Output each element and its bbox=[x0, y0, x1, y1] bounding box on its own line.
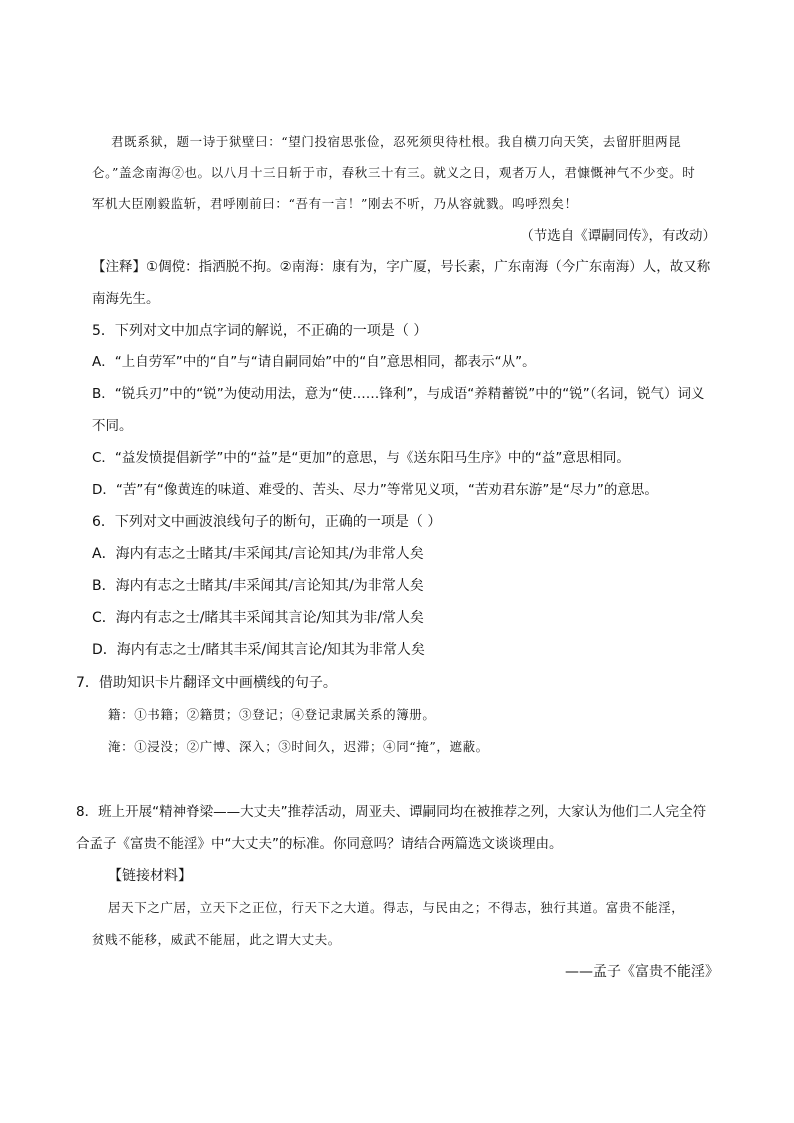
q7-card-ji: 籍：①书籍；②籍贯；③登记；④登记隶属关系的簿册。 bbox=[108, 707, 436, 722]
q6-stem: 6．下列对文中画波浪线句子的断句，正确的一项是（ ） bbox=[92, 514, 442, 530]
q8-stem-line-2: 合孟子《富贵不能淫》中“大丈夫”的标准。你同意吗？请结合两篇选文谈谈理由。 bbox=[76, 836, 563, 852]
passage-line-2: 仑。”盖念南海②也。以八月十三日斩于市，春秋三十有三。就义之日，观者万人，君慷慨神气不少变。时 bbox=[92, 165, 696, 180]
q6-option-a: A．海内有志之士睹其/丰采闻其/言论知其/为非常人矣 bbox=[92, 546, 424, 562]
q5-option-b-line-2: 不同。 bbox=[92, 418, 133, 434]
q6-option-b: B．海内有志之士睹其/丰采闻其/言论知其/为非常人矣 bbox=[92, 578, 424, 594]
passage-line-3: 军机大臣刚毅监斩，君呼刚前曰：“吾有一言！”刚去不听，乃从容就戮。呜呼烈矣！ bbox=[92, 196, 578, 211]
notes-line-1: 【注释】①倜傥：指洒脱不拘。②南海：康有为，字广厦，号长素，广东南海（今广东南海）人，故又称 bbox=[92, 259, 711, 275]
q6-option-c: C．海内有志之士/睹其丰采闻其言论/知其为非/常人矣 bbox=[92, 610, 424, 626]
q8-material-line-1: 居天下之广居，立天下之正位，行天下之大道。得志，与民由之；不得志，独行其道。富贵不能淫， bbox=[108, 900, 685, 915]
q5-option-d: D．“苦”有“像黄连的味道、难受的、苦头、尽力”等常见义项，“苦劝君东游”是“尽力”的意思。 bbox=[92, 482, 658, 498]
passage-source: （节选自《谭嗣同传》，有改动） bbox=[520, 228, 716, 244]
q7-stem: 7．借助知识卡片翻译文中画横线的句子。 bbox=[76, 675, 337, 691]
passage-line-1: 君既系狱，题一诗于狱壁曰：“望门投宿思张俭，忍死须臾待杜根。我自横刀向天笑，去留肝胆两昆 bbox=[111, 134, 682, 149]
q5-option-c: C．“益发愤提倡新学”中的“益”是“更加”的意思，与《送东阳马生序》中的“益”意思相同。 bbox=[92, 450, 630, 466]
q5-option-b-line-1: B．“锐兵刃”中的“锐”为使动用法，意为“使……锋利”，与成语“养精蓄锐”中的“锐”（名词，锐气）词义 bbox=[92, 386, 705, 402]
q5-option-a: A．“上自劳军”中的“自”与“请自嗣同始”中的“自”意思相同，都表示“从”。 bbox=[92, 354, 536, 370]
q7-card-yan: 淹：①浸没；②广博、深入；③时间久，迟滞；④同“掩”，遮蔽。 bbox=[108, 739, 489, 754]
notes-line-2: 南海先生。 bbox=[92, 291, 160, 307]
q8-attribution: ——孟子《富贵不能淫》 bbox=[565, 964, 719, 980]
q8-material-line-2: 贫贱不能移，威武不能屈，此之谓大丈夫。 bbox=[92, 932, 341, 947]
q6-option-d: D．海内有志之士/睹其丰采/闻其言论/知其为非常人矣 bbox=[92, 642, 425, 658]
q8-stem-line-1: 8．班上开展“精神脊梁——大丈夫”推荐活动，周亚夫、谭嗣同均在被推荐之列，大家认为他们二人完全符 bbox=[76, 804, 707, 820]
q5-stem: 5．下列对文中加点字词的解说，不正确的一项是（ ） bbox=[92, 323, 428, 339]
q8-material-label: 【链接材料】 bbox=[108, 868, 192, 884]
